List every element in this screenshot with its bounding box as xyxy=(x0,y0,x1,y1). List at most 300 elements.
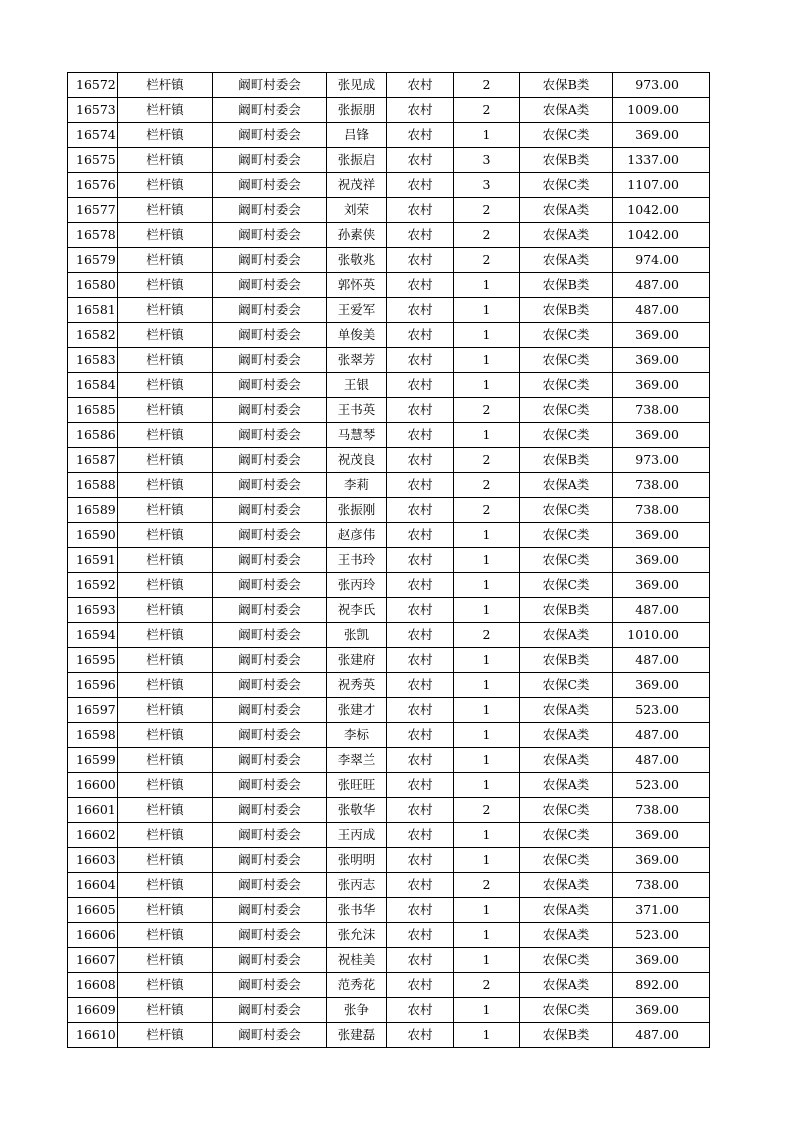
cell-household-type: 农村 xyxy=(387,898,454,923)
cell-village-committee: 阚町村委会 xyxy=(213,423,327,448)
cell-person-name: 张建府 xyxy=(327,648,387,673)
cell-insurance-category: 农保A类 xyxy=(520,748,613,773)
cell-amount: 738.00 xyxy=(613,398,710,423)
cell-village-committee: 阚町村委会 xyxy=(213,198,327,223)
cell-insurance-category: 农保A类 xyxy=(520,923,613,948)
cell-household-size: 1 xyxy=(454,598,520,623)
cell-record-id: 16596 xyxy=(68,673,118,698)
table-row xyxy=(68,723,710,748)
table-row xyxy=(68,673,710,698)
cell-record-id: 16593 xyxy=(68,598,118,623)
cell-person-name: 祝李氏 xyxy=(327,598,387,623)
table-row xyxy=(68,248,710,273)
cell-village-committee: 阚町村委会 xyxy=(213,698,327,723)
cell-village-committee: 阚町村委会 xyxy=(213,98,327,123)
cell-village-committee: 阚町村委会 xyxy=(213,273,327,298)
cell-amount: 1010.00 xyxy=(613,623,710,648)
cell-town: 栏杆镇 xyxy=(118,748,213,773)
cell-amount: 973.00 xyxy=(613,448,710,473)
cell-village-committee: 阚町村委会 xyxy=(213,848,327,873)
cell-record-id: 16592 xyxy=(68,573,118,598)
cell-household-size: 1 xyxy=(454,298,520,323)
table-row xyxy=(68,423,710,448)
cell-household-size: 1 xyxy=(454,373,520,398)
cell-household-size: 2 xyxy=(454,248,520,273)
cell-town: 栏杆镇 xyxy=(118,473,213,498)
cell-person-name: 祝茂祥 xyxy=(327,173,387,198)
cell-insurance-category: 农保C类 xyxy=(520,373,613,398)
cell-record-id: 16588 xyxy=(68,473,118,498)
cell-record-id: 16576 xyxy=(68,173,118,198)
cell-household-type: 农村 xyxy=(387,523,454,548)
cell-record-id: 16610 xyxy=(68,1023,118,1048)
cell-record-id: 16573 xyxy=(68,98,118,123)
cell-household-type: 农村 xyxy=(387,973,454,998)
cell-town: 栏杆镇 xyxy=(118,448,213,473)
cell-household-type: 农村 xyxy=(387,298,454,323)
cell-insurance-category: 农保B类 xyxy=(520,148,613,173)
cell-household-type: 农村 xyxy=(387,873,454,898)
cell-person-name: 祝茂良 xyxy=(327,448,387,473)
cell-record-id: 16585 xyxy=(68,398,118,423)
cell-insurance-category: 农保C类 xyxy=(520,673,613,698)
cell-person-name: 孙素侠 xyxy=(327,223,387,248)
cell-insurance-category: 农保A类 xyxy=(520,698,613,723)
cell-household-type: 农村 xyxy=(387,123,454,148)
cell-town: 栏杆镇 xyxy=(118,798,213,823)
table-row xyxy=(68,298,710,323)
cell-village-committee: 阚町村委会 xyxy=(213,1023,327,1048)
cell-amount: 369.00 xyxy=(613,123,710,148)
cell-insurance-category: 农保A类 xyxy=(520,973,613,998)
cell-insurance-category: 农保C类 xyxy=(520,948,613,973)
cell-household-size: 1 xyxy=(454,848,520,873)
cell-household-size: 1 xyxy=(454,723,520,748)
cell-village-committee: 阚町村委会 xyxy=(213,73,327,98)
cell-record-id: 16606 xyxy=(68,923,118,948)
cell-person-name: 张丙玲 xyxy=(327,573,387,598)
cell-person-name: 张建磊 xyxy=(327,1023,387,1048)
cell-town: 栏杆镇 xyxy=(118,98,213,123)
cell-insurance-category: 农保A类 xyxy=(520,223,613,248)
cell-record-id: 16586 xyxy=(68,423,118,448)
cell-household-size: 1 xyxy=(454,573,520,598)
cell-insurance-category: 农保C类 xyxy=(520,423,613,448)
cell-town: 栏杆镇 xyxy=(118,673,213,698)
cell-person-name: 祝桂美 xyxy=(327,948,387,973)
cell-amount: 369.00 xyxy=(613,948,710,973)
cell-insurance-category: 农保B类 xyxy=(520,273,613,298)
table-row xyxy=(68,448,710,473)
cell-town: 栏杆镇 xyxy=(118,723,213,748)
cell-record-id: 16598 xyxy=(68,723,118,748)
cell-village-committee: 阚町村委会 xyxy=(213,348,327,373)
cell-insurance-category: 农保B类 xyxy=(520,73,613,98)
cell-record-id: 16589 xyxy=(68,498,118,523)
cell-record-id: 16590 xyxy=(68,523,118,548)
cell-village-committee: 阚町村委会 xyxy=(213,498,327,523)
cell-town: 栏杆镇 xyxy=(118,348,213,373)
cell-village-committee: 阚町村委会 xyxy=(213,523,327,548)
cell-town: 栏杆镇 xyxy=(118,223,213,248)
cell-record-id: 16603 xyxy=(68,848,118,873)
cell-person-name: 王书英 xyxy=(327,398,387,423)
cell-household-type: 农村 xyxy=(387,223,454,248)
cell-household-size: 3 xyxy=(454,173,520,198)
cell-amount: 974.00 xyxy=(613,248,710,273)
cell-insurance-category: 农保B类 xyxy=(520,298,613,323)
cell-household-size: 2 xyxy=(454,798,520,823)
cell-town: 栏杆镇 xyxy=(118,273,213,298)
table-row xyxy=(68,348,710,373)
cell-household-size: 1 xyxy=(454,948,520,973)
cell-household-size: 1 xyxy=(454,348,520,373)
cell-insurance-category: 农保A类 xyxy=(520,898,613,923)
cell-person-name: 单俊美 xyxy=(327,323,387,348)
cell-insurance-category: 农保A类 xyxy=(520,623,613,648)
cell-household-size: 1 xyxy=(454,698,520,723)
cell-village-committee: 阚町村委会 xyxy=(213,298,327,323)
cell-insurance-category: 农保A类 xyxy=(520,473,613,498)
cell-household-type: 农村 xyxy=(387,198,454,223)
cell-household-type: 农村 xyxy=(387,248,454,273)
cell-record-id: 16575 xyxy=(68,148,118,173)
cell-town: 栏杆镇 xyxy=(118,998,213,1023)
cell-person-name: 张敬华 xyxy=(327,798,387,823)
cell-town: 栏杆镇 xyxy=(118,423,213,448)
cell-household-type: 农村 xyxy=(387,948,454,973)
cell-insurance-category: 农保B类 xyxy=(520,648,613,673)
cell-household-type: 农村 xyxy=(387,448,454,473)
cell-town: 栏杆镇 xyxy=(118,123,213,148)
cell-person-name: 张振启 xyxy=(327,148,387,173)
cell-record-id: 16594 xyxy=(68,623,118,648)
cell-household-type: 农村 xyxy=(387,498,454,523)
cell-amount: 487.00 xyxy=(613,723,710,748)
cell-household-size: 1 xyxy=(454,673,520,698)
cell-amount: 487.00 xyxy=(613,748,710,773)
cell-household-size: 2 xyxy=(454,973,520,998)
cell-village-committee: 阚町村委会 xyxy=(213,773,327,798)
cell-household-type: 农村 xyxy=(387,423,454,448)
table-row xyxy=(68,98,710,123)
cell-insurance-category: 农保C类 xyxy=(520,123,613,148)
cell-record-id: 16574 xyxy=(68,123,118,148)
cell-village-committee: 阚町村委会 xyxy=(213,223,327,248)
cell-amount: 369.00 xyxy=(613,348,710,373)
cell-amount: 369.00 xyxy=(613,373,710,398)
table-row xyxy=(68,523,710,548)
cell-amount: 487.00 xyxy=(613,273,710,298)
cell-insurance-category: 农保A类 xyxy=(520,198,613,223)
cell-household-type: 农村 xyxy=(387,698,454,723)
cell-amount: 369.00 xyxy=(613,323,710,348)
cell-town: 栏杆镇 xyxy=(118,573,213,598)
cell-household-size: 1 xyxy=(454,923,520,948)
cell-household-size: 1 xyxy=(454,323,520,348)
cell-town: 栏杆镇 xyxy=(118,848,213,873)
cell-household-type: 农村 xyxy=(387,998,454,1023)
cell-amount: 1107.00 xyxy=(613,173,710,198)
cell-town: 栏杆镇 xyxy=(118,823,213,848)
cell-amount: 523.00 xyxy=(613,773,710,798)
cell-amount: 369.00 xyxy=(613,423,710,448)
cell-village-committee: 阚町村委会 xyxy=(213,923,327,948)
table-row xyxy=(68,948,710,973)
cell-village-committee: 阚町村委会 xyxy=(213,548,327,573)
cell-household-size: 2 xyxy=(454,448,520,473)
cell-household-type: 农村 xyxy=(387,373,454,398)
cell-record-id: 16600 xyxy=(68,773,118,798)
cell-record-id: 16578 xyxy=(68,223,118,248)
cell-household-size: 2 xyxy=(454,223,520,248)
cell-household-type: 农村 xyxy=(387,723,454,748)
cell-amount: 1042.00 xyxy=(613,198,710,223)
cell-town: 栏杆镇 xyxy=(118,298,213,323)
data-table xyxy=(67,72,710,1048)
cell-household-size: 1 xyxy=(454,523,520,548)
cell-household-size: 2 xyxy=(454,473,520,498)
table-row xyxy=(68,648,710,673)
cell-person-name: 刘荣 xyxy=(327,198,387,223)
cell-household-type: 农村 xyxy=(387,798,454,823)
cell-village-committee: 阚町村委会 xyxy=(213,573,327,598)
cell-person-name: 张丙志 xyxy=(327,873,387,898)
cell-person-name: 王银 xyxy=(327,373,387,398)
cell-record-id: 16607 xyxy=(68,948,118,973)
cell-household-type: 农村 xyxy=(387,598,454,623)
cell-household-size: 1 xyxy=(454,998,520,1023)
cell-person-name: 郭怀英 xyxy=(327,273,387,298)
cell-village-committee: 阚町村委会 xyxy=(213,823,327,848)
cell-insurance-category: 农保B类 xyxy=(520,1023,613,1048)
cell-household-type: 农村 xyxy=(387,573,454,598)
cell-household-size: 1 xyxy=(454,898,520,923)
cell-record-id: 16584 xyxy=(68,373,118,398)
cell-insurance-category: 农保C类 xyxy=(520,798,613,823)
cell-village-committee: 阚町村委会 xyxy=(213,398,327,423)
cell-person-name: 张争 xyxy=(327,998,387,1023)
table-row xyxy=(68,273,710,298)
cell-amount: 1337.00 xyxy=(613,148,710,173)
cell-village-committee: 阚町村委会 xyxy=(213,373,327,398)
table-row xyxy=(68,898,710,923)
cell-household-type: 农村 xyxy=(387,748,454,773)
cell-town: 栏杆镇 xyxy=(118,173,213,198)
cell-household-size: 1 xyxy=(454,1023,520,1048)
cell-household-type: 农村 xyxy=(387,773,454,798)
table-row xyxy=(68,923,710,948)
cell-town: 栏杆镇 xyxy=(118,248,213,273)
cell-town: 栏杆镇 xyxy=(118,623,213,648)
cell-record-id: 16580 xyxy=(68,273,118,298)
cell-household-type: 农村 xyxy=(387,548,454,573)
cell-household-size: 1 xyxy=(454,548,520,573)
cell-amount: 973.00 xyxy=(613,73,710,98)
cell-town: 栏杆镇 xyxy=(118,398,213,423)
cell-village-committee: 阚町村委会 xyxy=(213,598,327,623)
cell-town: 栏杆镇 xyxy=(118,73,213,98)
cell-town: 栏杆镇 xyxy=(118,898,213,923)
cell-amount: 738.00 xyxy=(613,873,710,898)
cell-village-committee: 阚町村委会 xyxy=(213,248,327,273)
table-row xyxy=(68,223,710,248)
cell-person-name: 王书玲 xyxy=(327,548,387,573)
cell-person-name: 张振朋 xyxy=(327,98,387,123)
cell-insurance-category: 农保A类 xyxy=(520,773,613,798)
cell-amount: 369.00 xyxy=(613,573,710,598)
table-row xyxy=(68,973,710,998)
cell-village-committee: 阚町村委会 xyxy=(213,448,327,473)
cell-amount: 738.00 xyxy=(613,798,710,823)
cell-person-name: 张书华 xyxy=(327,898,387,923)
cell-household-type: 农村 xyxy=(387,823,454,848)
cell-household-size: 2 xyxy=(454,623,520,648)
cell-person-name: 李莉 xyxy=(327,473,387,498)
cell-household-type: 农村 xyxy=(387,623,454,648)
cell-household-size: 2 xyxy=(454,73,520,98)
table-row xyxy=(68,573,710,598)
table-row xyxy=(68,473,710,498)
table-row xyxy=(68,398,710,423)
cell-record-id: 16577 xyxy=(68,198,118,223)
cell-person-name: 李标 xyxy=(327,723,387,748)
cell-household-size: 2 xyxy=(454,498,520,523)
table-row xyxy=(68,498,710,523)
cell-village-committee: 阚町村委会 xyxy=(213,148,327,173)
cell-household-type: 农村 xyxy=(387,273,454,298)
cell-record-id: 16582 xyxy=(68,323,118,348)
cell-household-type: 农村 xyxy=(387,323,454,348)
cell-household-size: 2 xyxy=(454,98,520,123)
cell-household-type: 农村 xyxy=(387,923,454,948)
cell-village-committee: 阚町村委会 xyxy=(213,473,327,498)
cell-person-name: 张敬兆 xyxy=(327,248,387,273)
cell-insurance-category: 农保C类 xyxy=(520,523,613,548)
cell-household-size: 1 xyxy=(454,773,520,798)
table-row xyxy=(68,748,710,773)
cell-village-committee: 阚町村委会 xyxy=(213,173,327,198)
cell-town: 栏杆镇 xyxy=(118,598,213,623)
cell-town: 栏杆镇 xyxy=(118,773,213,798)
cell-village-committee: 阚町村委会 xyxy=(213,623,327,648)
cell-person-name: 李翠兰 xyxy=(327,748,387,773)
cell-village-committee: 阚町村委会 xyxy=(213,973,327,998)
cell-household-type: 农村 xyxy=(387,673,454,698)
table-row xyxy=(68,548,710,573)
table-row xyxy=(68,123,710,148)
table-row xyxy=(68,598,710,623)
cell-household-size: 3 xyxy=(454,148,520,173)
cell-person-name: 张翠芳 xyxy=(327,348,387,373)
cell-village-committee: 阚町村委会 xyxy=(213,873,327,898)
cell-person-name: 张凯 xyxy=(327,623,387,648)
cell-town: 栏杆镇 xyxy=(118,648,213,673)
table-row xyxy=(68,698,710,723)
cell-amount: 369.00 xyxy=(613,523,710,548)
cell-amount: 487.00 xyxy=(613,648,710,673)
table-row xyxy=(68,873,710,898)
cell-village-committee: 阚町村委会 xyxy=(213,748,327,773)
cell-village-committee: 阚町村委会 xyxy=(213,648,327,673)
cell-amount: 487.00 xyxy=(613,1023,710,1048)
table-row xyxy=(68,323,710,348)
cell-record-id: 16595 xyxy=(68,648,118,673)
cell-household-size: 2 xyxy=(454,198,520,223)
cell-town: 栏杆镇 xyxy=(118,698,213,723)
cell-town: 栏杆镇 xyxy=(118,548,213,573)
cell-amount: 369.00 xyxy=(613,848,710,873)
cell-household-type: 农村 xyxy=(387,473,454,498)
cell-insurance-category: 农保C类 xyxy=(520,573,613,598)
cell-record-id: 16597 xyxy=(68,698,118,723)
cell-amount: 1009.00 xyxy=(613,98,710,123)
cell-amount: 738.00 xyxy=(613,473,710,498)
cell-record-id: 16583 xyxy=(68,348,118,373)
cell-record-id: 16602 xyxy=(68,823,118,848)
cell-insurance-category: 农保C类 xyxy=(520,823,613,848)
table-row xyxy=(68,373,710,398)
table-body xyxy=(68,73,710,1048)
cell-amount: 523.00 xyxy=(613,923,710,948)
cell-household-type: 农村 xyxy=(387,1023,454,1048)
cell-town: 栏杆镇 xyxy=(118,323,213,348)
cell-household-type: 农村 xyxy=(387,98,454,123)
cell-record-id: 16599 xyxy=(68,748,118,773)
cell-person-name: 王爱军 xyxy=(327,298,387,323)
cell-village-committee: 阚町村委会 xyxy=(213,998,327,1023)
cell-amount: 487.00 xyxy=(613,598,710,623)
cell-record-id: 16587 xyxy=(68,448,118,473)
cell-person-name: 范秀花 xyxy=(327,973,387,998)
cell-person-name: 王丙成 xyxy=(327,823,387,848)
cell-insurance-category: 农保A类 xyxy=(520,98,613,123)
cell-household-size: 1 xyxy=(454,423,520,448)
cell-household-type: 农村 xyxy=(387,148,454,173)
cell-insurance-category: 农保B类 xyxy=(520,448,613,473)
cell-household-type: 农村 xyxy=(387,173,454,198)
cell-record-id: 16609 xyxy=(68,998,118,1023)
table-row xyxy=(68,848,710,873)
cell-insurance-category: 农保C类 xyxy=(520,323,613,348)
cell-amount: 369.00 xyxy=(613,548,710,573)
cell-insurance-category: 农保A类 xyxy=(520,248,613,273)
table-row xyxy=(68,773,710,798)
cell-household-size: 2 xyxy=(454,398,520,423)
cell-amount: 1042.00 xyxy=(613,223,710,248)
cell-person-name: 张旺旺 xyxy=(327,773,387,798)
cell-town: 栏杆镇 xyxy=(118,923,213,948)
cell-amount: 523.00 xyxy=(613,698,710,723)
cell-record-id: 16604 xyxy=(68,873,118,898)
cell-amount: 892.00 xyxy=(613,973,710,998)
cell-record-id: 16572 xyxy=(68,73,118,98)
cell-person-name: 马慧琴 xyxy=(327,423,387,448)
cell-record-id: 16608 xyxy=(68,973,118,998)
cell-amount: 487.00 xyxy=(613,298,710,323)
cell-town: 栏杆镇 xyxy=(118,873,213,898)
cell-insurance-category: 农保C类 xyxy=(520,173,613,198)
cell-insurance-category: 农保B类 xyxy=(520,598,613,623)
cell-person-name: 张明明 xyxy=(327,848,387,873)
cell-household-type: 农村 xyxy=(387,848,454,873)
cell-amount: 738.00 xyxy=(613,498,710,523)
cell-insurance-category: 农保C类 xyxy=(520,348,613,373)
cell-village-committee: 阚町村委会 xyxy=(213,948,327,973)
cell-household-size: 1 xyxy=(454,823,520,848)
cell-household-type: 农村 xyxy=(387,398,454,423)
cell-record-id: 16581 xyxy=(68,298,118,323)
